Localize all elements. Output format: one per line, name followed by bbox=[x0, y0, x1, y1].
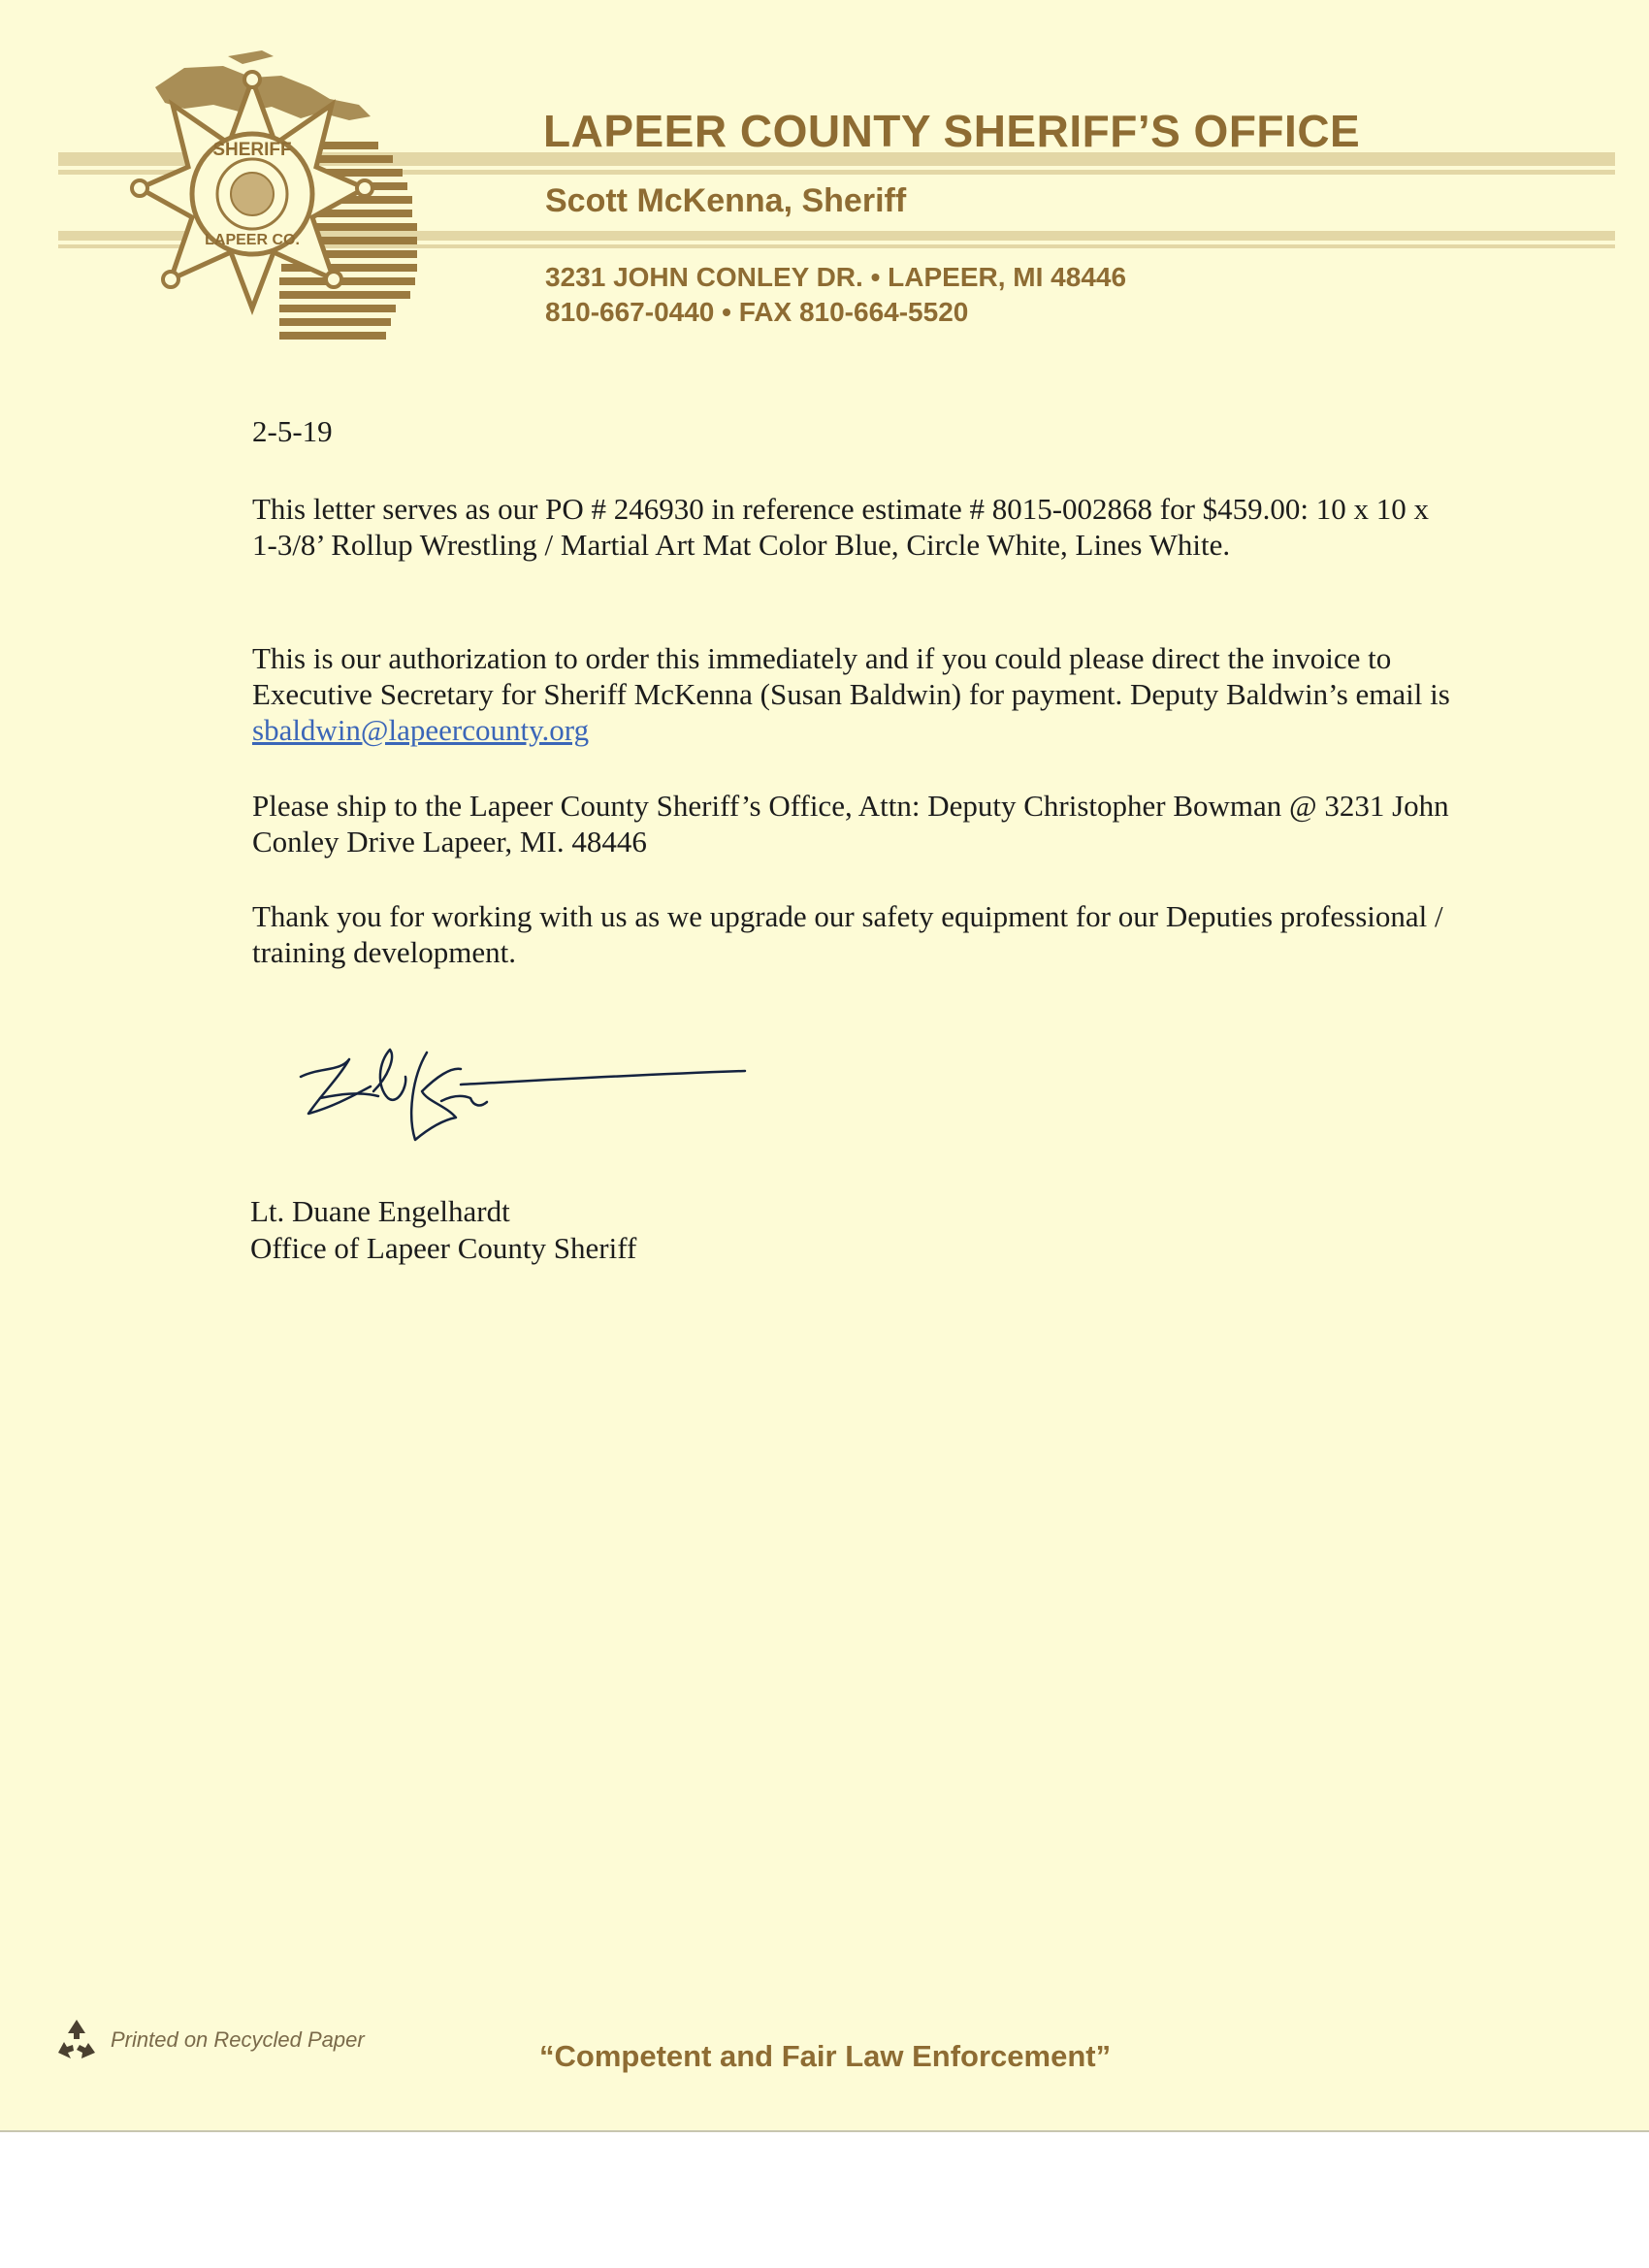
org-name: LAPEER COUNTY SHERIFF’S OFFICE bbox=[543, 106, 1361, 156]
paragraph-po: This letter serves as our PO # 246930 in reference estimate # 8015-002868 for $459.00: 10 x 10 x 1-3/8’ Rollup Wrestling / Martial Art Mat Color Blue, Circle White, Lines White. bbox=[252, 492, 1430, 562]
sheriff-badge-logo bbox=[116, 49, 456, 359]
signer-name: Lt. Duane Engelhardt bbox=[250, 1194, 510, 1228]
svg-text:SHERIFF: SHERIFF bbox=[212, 140, 292, 160]
authorization-text: This is our authorization to order this immediately and if you could please direct the invoice to Executive Secretary for Sheriff McKenna (Susan Baldwin) for payment. Deputy Baldwin’s email is bbox=[252, 641, 1450, 711]
address-line: 3231 JOHN CONLEY DR. • LAPEER, MI 48446 bbox=[545, 262, 1127, 292]
paragraph-shipping: Please ship to the Lapeer County Sheriff’s Office, Attn: Deputy Christopher Bowman @ 3231 John Conley Drive Lapeer, MI. 48446 bbox=[252, 789, 1449, 859]
letter-date: 2-5-19 bbox=[252, 414, 333, 448]
motto: “Competent and Fair Law Enforcement” bbox=[539, 2039, 1112, 2073]
email-link[interactable]: sbaldwin@lapeercounty.org bbox=[252, 713, 590, 747]
svg-text:LAPEER CO.: LAPEER CO. bbox=[205, 232, 300, 248]
sheriff-name: Scott McKenna, Sheriff bbox=[545, 182, 907, 219]
handwritten-signature bbox=[281, 1038, 757, 1164]
recycled-paper-note: Printed on Recycled Paper bbox=[111, 2027, 365, 2052]
paragraph-authorization bbox=[252, 640, 1455, 748]
paragraph-thanks: Thank you for working with us as we upgrade our safety equipment for our Deputies professional / training development. bbox=[252, 899, 1443, 969]
recycle-icon bbox=[52, 2016, 101, 2064]
phone-fax-line: 810-667-0440 • FAX 810-664-5520 bbox=[545, 297, 969, 327]
signer-title: Office of Lapeer County Sheriff bbox=[250, 1231, 637, 1265]
